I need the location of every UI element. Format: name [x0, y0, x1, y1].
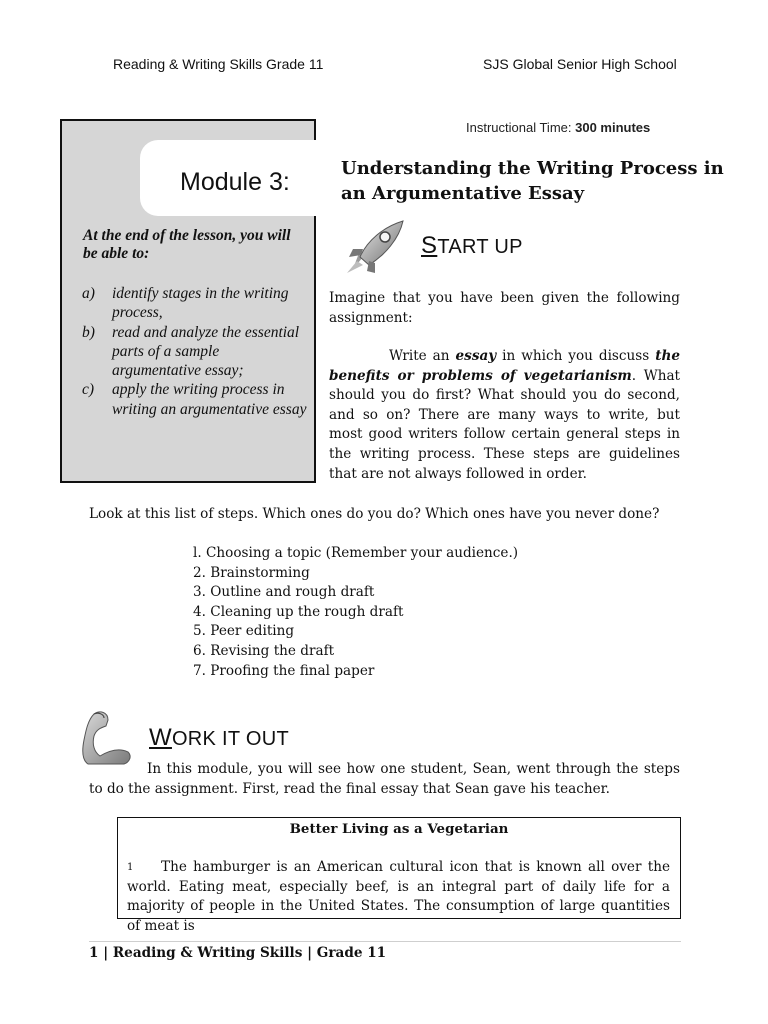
assignment-rest: . What should you do first? What should you do second, and so on? There are many ways to write, but most good writers follow certain general steps in the writing process. These steps are guidelines that are not always followed in order.: [329, 367, 681, 482]
work-it-out-heading-rest: ORK IT OUT: [171, 728, 290, 750]
start-up-heading-initial: S: [421, 232, 438, 259]
step-item: l. Choosing a topic (Remember your audience.): [193, 545, 519, 561]
start-up-heading-rest: TART UP: [437, 236, 523, 258]
objective-item: [82, 284, 307, 323]
objective-text: apply the writing process in writing an argumentative essay: [112, 381, 307, 418]
essay-box: [117, 817, 681, 934]
work-it-out-intro: [89, 760, 680, 799]
step-item: 5. Peer editing: [193, 623, 295, 640]
start-up-heading: [421, 232, 523, 260]
essay-title: Better Living as a Vegetarian: [289, 821, 509, 837]
work-it-out-heading: [149, 724, 289, 752]
page-footer: 1 | Reading & Writing Skills | Grade 11: [89, 945, 387, 961]
objectives-list: [82, 284, 307, 419]
rocket-icon: [343, 219, 407, 275]
steps-list: [193, 544, 518, 681]
footer-divider: [89, 941, 681, 942]
objective-text: identify stages in the writing process,: [112, 285, 289, 322]
instructional-time: [466, 120, 650, 135]
module-title: Module 3:: [180, 168, 290, 196]
step-item: 4. Cleaning up the rough draft: [193, 603, 404, 620]
objectives-intro: At the end of the lesson, you will be able to:: [83, 227, 291, 262]
objective-label: a): [82, 285, 95, 302]
essay-paragraph: [127, 858, 670, 936]
steps-prompt: Look at this list of steps. Which ones do you do? Which ones have you never done?: [89, 506, 660, 522]
objective-item: [82, 323, 307, 381]
instructional-time-label: Instructional Time:: [466, 120, 572, 135]
paragraph-number: 1: [127, 862, 134, 873]
assignment-prefix: Write an: [389, 348, 456, 364]
objective-label: b): [82, 323, 95, 341]
assignment-paragraph: [329, 347, 680, 484]
assignment-em-essay: essay: [455, 348, 497, 364]
objective-label: c): [82, 381, 95, 399]
header-school: SJS Global Senior High School: [483, 56, 677, 72]
lesson-title: Understanding the Writing Process in an Argumentative Essay: [341, 158, 724, 204]
step-item: 6. Revising the draft: [193, 642, 335, 659]
header-subject: Reading & Writing Skills Grade 11: [113, 56, 324, 72]
work-it-out-heading-initial: W: [149, 724, 172, 751]
step-item: 2. Brainstorming: [193, 564, 310, 581]
objective-item: [82, 380, 307, 419]
assignment-mid: in which you discuss: [496, 348, 656, 364]
start-up-intro: Imagine that you have been given the following assignment:: [329, 290, 680, 326]
instructional-time-value: 300 minutes: [575, 120, 651, 135]
objective-text: read and analyze the essential parts of a sample argumentative essay;: [112, 323, 300, 380]
essay-text: The hamburger is an American cultural icon that is known all over the world. Eating meat, especially beef, is an integral part of daily life for a majority of people in the United States. The consumption of large quantities of meat is: [127, 859, 670, 934]
assignment-em-topic: the benefits or problems of vegetarianism: [329, 348, 681, 384]
step-item: 3. Outline and rough draft: [193, 584, 375, 601]
work-it-out-intro-text: In this module, you will see how one student, Sean, went through the steps to do the assignment. First, read the final essay that Sean gave his teacher.: [89, 761, 680, 797]
flexed-arm-icon: [80, 710, 134, 766]
step-item: 7. Proofing the final paper: [193, 662, 375, 679]
